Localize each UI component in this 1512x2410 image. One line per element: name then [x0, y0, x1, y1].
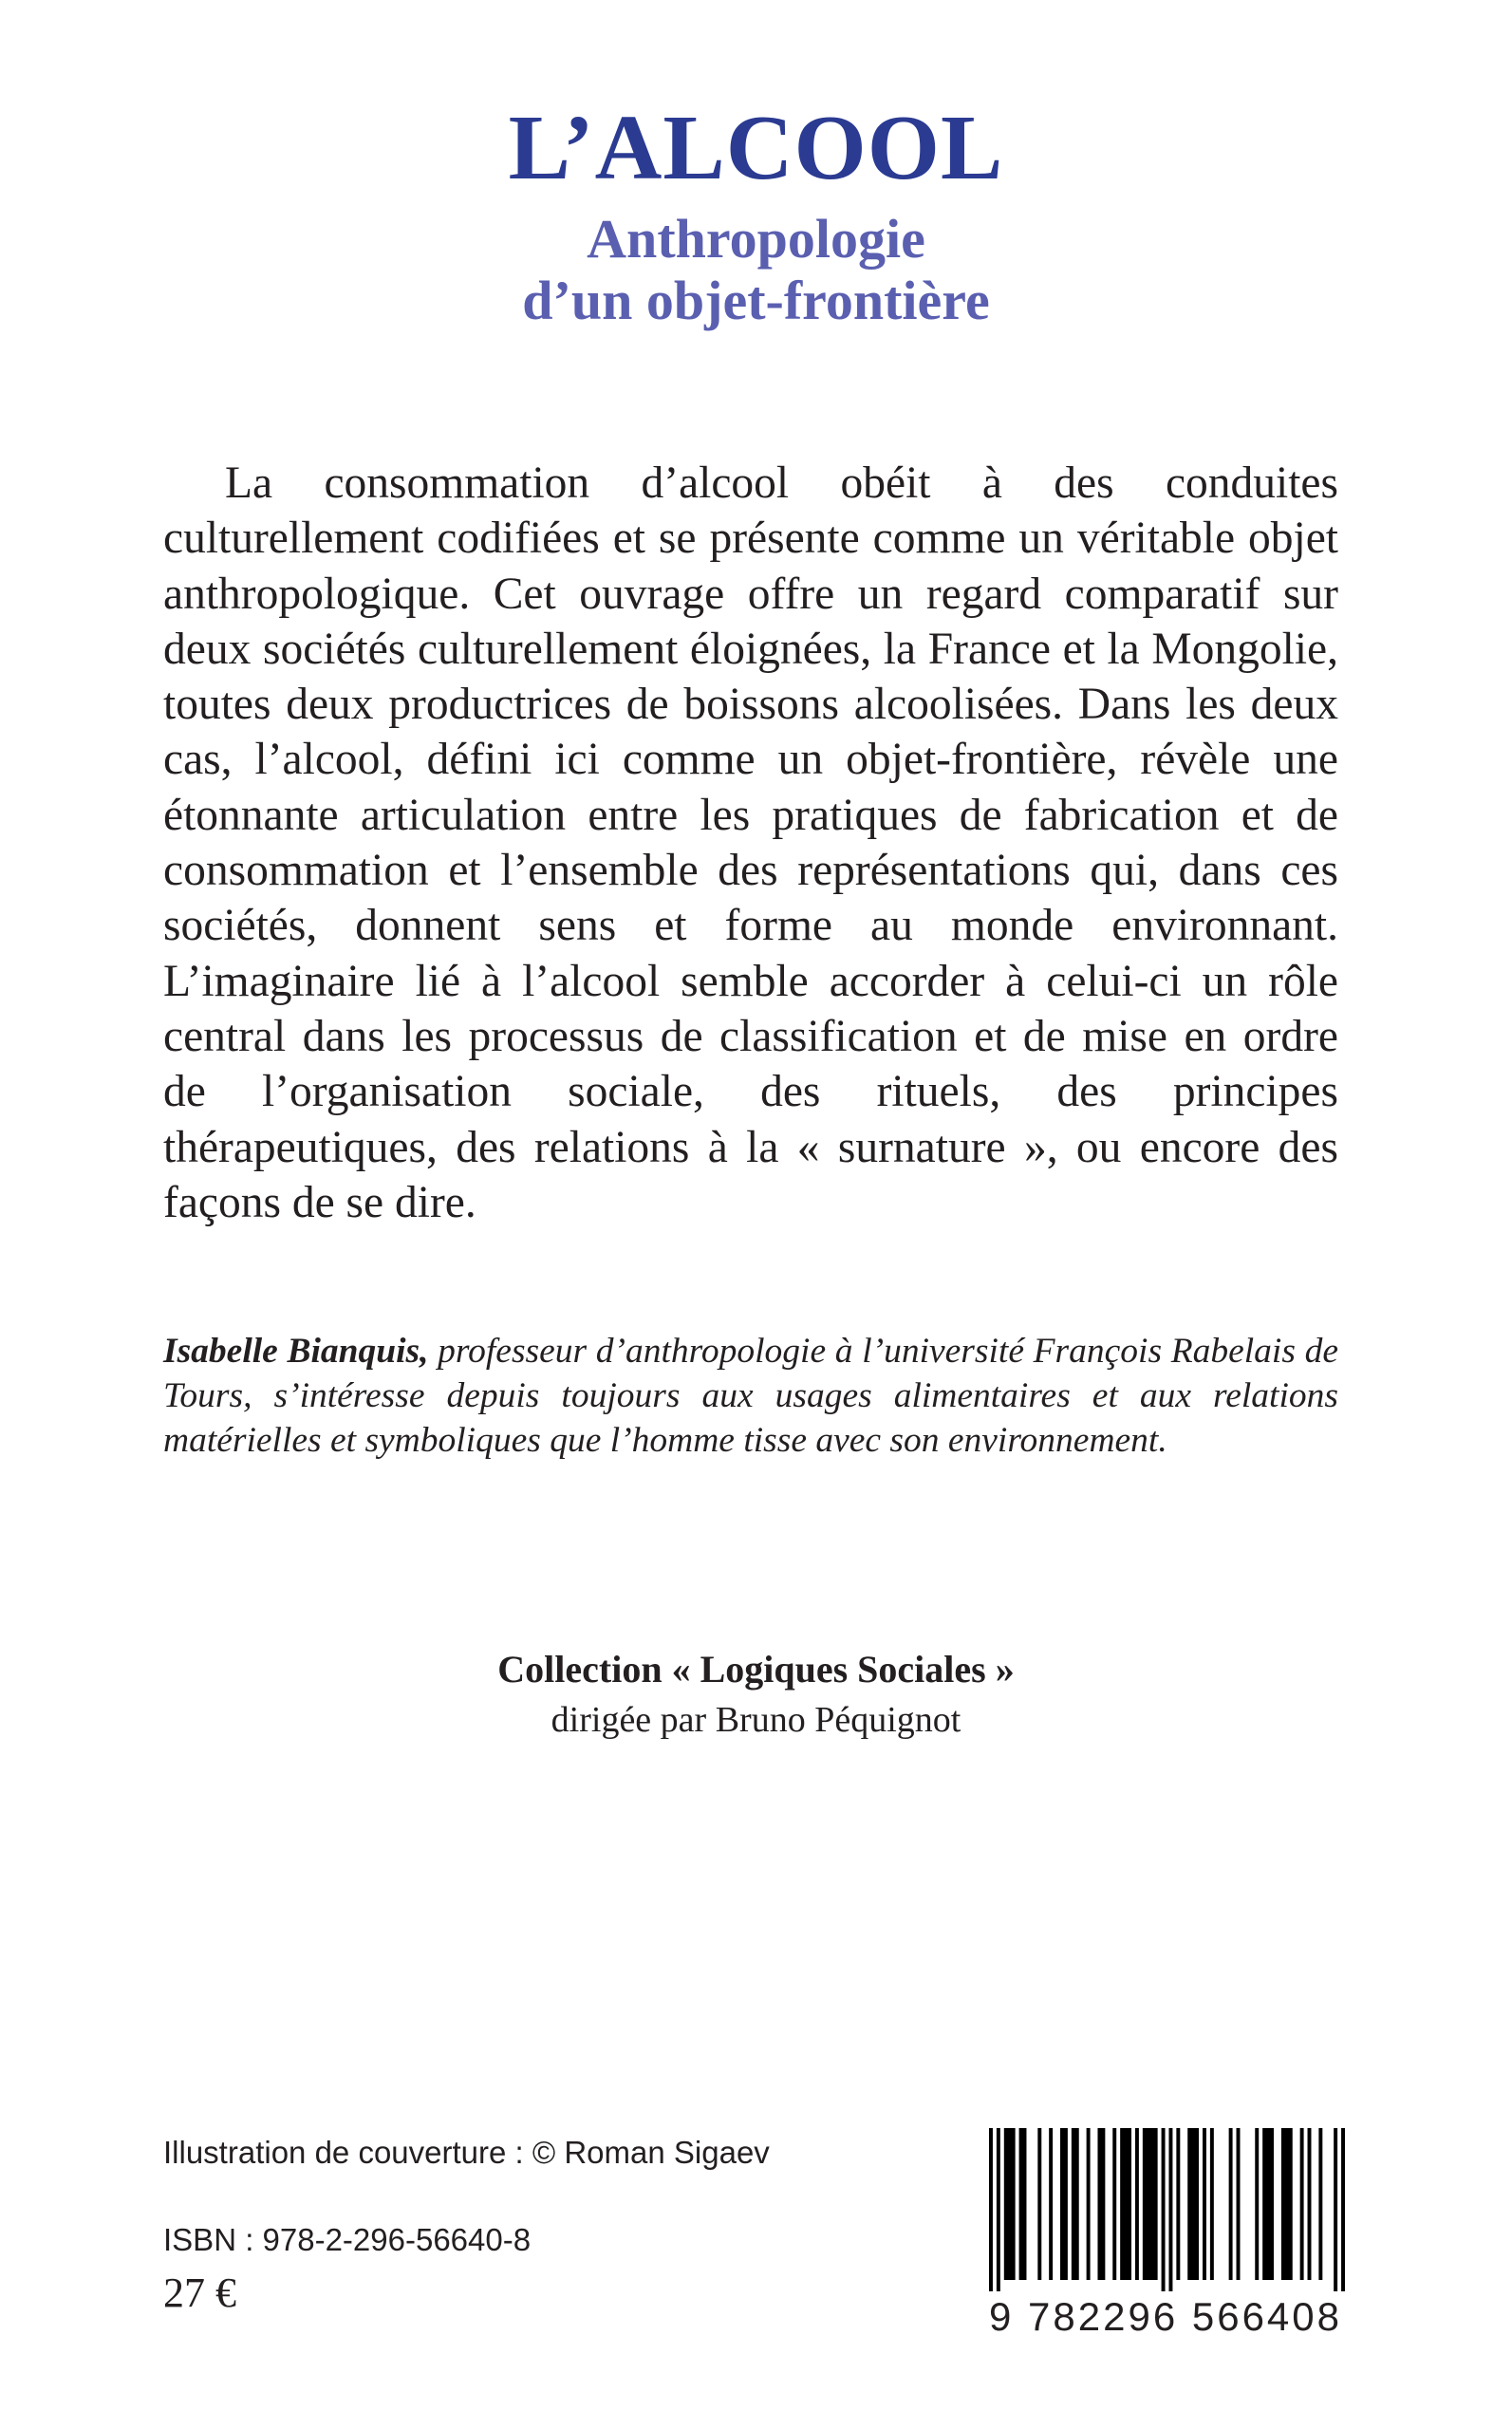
- book-subtitle: [0, 209, 1512, 332]
- barcode-bar: [1281, 2128, 1293, 2280]
- back-cover-blurb: La consommation d’alcool obéit à des conduites culturellement codifiées et se présente comme un véritable objet anthropologique. Cet ouvrage offre un regard comparatif sur deux sociétés culturellement éloignées, la France et la Mongolie, toutes deux productrices de boissons alcoolisées. Dans les deux cas, l’alcool, défini ici comme un objet-frontière, révèle une étonnante articulation entre les pratiques de fabrication et de consommation et l’ensemble des représentations qui, dans ces sociétés, donnent sens et forme au monde environnant. L’imaginaire lié à l’alcool semble accorder à celui-ci un rôle central dans les processus de classification et de mise en ordre de l’organisation sociale, des rituels, des principes thérapeutiques, des relations à la « surnature », ou encore des façons de se dire.: [163, 458, 1338, 1227]
- barcode-bar: [1112, 2128, 1116, 2280]
- barcode-bar: [1341, 2128, 1345, 2291]
- collection-director: dirigée par Bruno Péquignot: [551, 1700, 961, 1740]
- barcode-bar: [1318, 2128, 1322, 2280]
- barcode-bar: [1162, 2128, 1166, 2291]
- barcode-bar: [1229, 2128, 1233, 2280]
- isbn: ISBN : 978-2-296-56640-8: [163, 2222, 532, 2257]
- barcode-bars: [989, 2128, 1345, 2291]
- barcode-bar: [1060, 2128, 1068, 2280]
- barcode-bar: [1210, 2128, 1214, 2280]
- barcode-bar: [1143, 2128, 1158, 2280]
- barcode-bar: [1087, 2128, 1091, 2280]
- barcode-bar: [1049, 2128, 1053, 2280]
- barcode-bar: [1203, 2128, 1206, 2280]
- author-name: Isabelle Bianquis,: [163, 1332, 429, 1371]
- barcode-bar: [1176, 2128, 1180, 2280]
- barcode-bar: [1135, 2128, 1139, 2280]
- author-description: professeur d’anthropologie à l’université François Rabelais de Tours, s’intéresse depuis toujours aux usages alimentaires et aux relations matérielles et symboliques que l’homme tisse avec son environnement.: [163, 1332, 1338, 1460]
- barcode-bar: [1262, 2128, 1274, 2280]
- barcode-digits: 9 782296 566408: [989, 2294, 1342, 2339]
- barcode-bar: [1255, 2128, 1259, 2280]
- collection-name: Collection « Logiques Sociales »: [497, 1648, 1015, 1691]
- barcode-bar: [1097, 2128, 1105, 2280]
- barcode-bar: [1308, 2128, 1312, 2280]
- barcode-bar: [1168, 2128, 1172, 2291]
- book-title: L’ALCOOL: [508, 97, 1004, 199]
- barcode-bar: [1037, 2128, 1041, 2280]
- barcode: [989, 2128, 1345, 2339]
- illustration-credit: Illustration de couverture : © Roman Sigaev: [163, 2135, 770, 2170]
- barcode-bar: [1300, 2128, 1304, 2280]
- barcode-bar: [1187, 2128, 1199, 2280]
- barcode-bar: [1019, 2128, 1027, 2280]
- barcode-bar: [1334, 2128, 1337, 2291]
- subtitle-line-2: d’un objet-frontière: [522, 269, 990, 331]
- barcode-bar: [989, 2128, 993, 2291]
- barcode-bar: [1072, 2128, 1079, 2280]
- price: 27 €: [163, 2270, 236, 2316]
- barcode-bar: [1237, 2128, 1241, 2280]
- barcode-bar: [997, 2128, 1000, 2291]
- barcode-bar: [1120, 2128, 1131, 2280]
- barcode-bar: [1004, 2128, 1016, 2280]
- subtitle-line-1: Anthropologie: [587, 208, 925, 270]
- author-bio: [163, 1329, 1338, 1463]
